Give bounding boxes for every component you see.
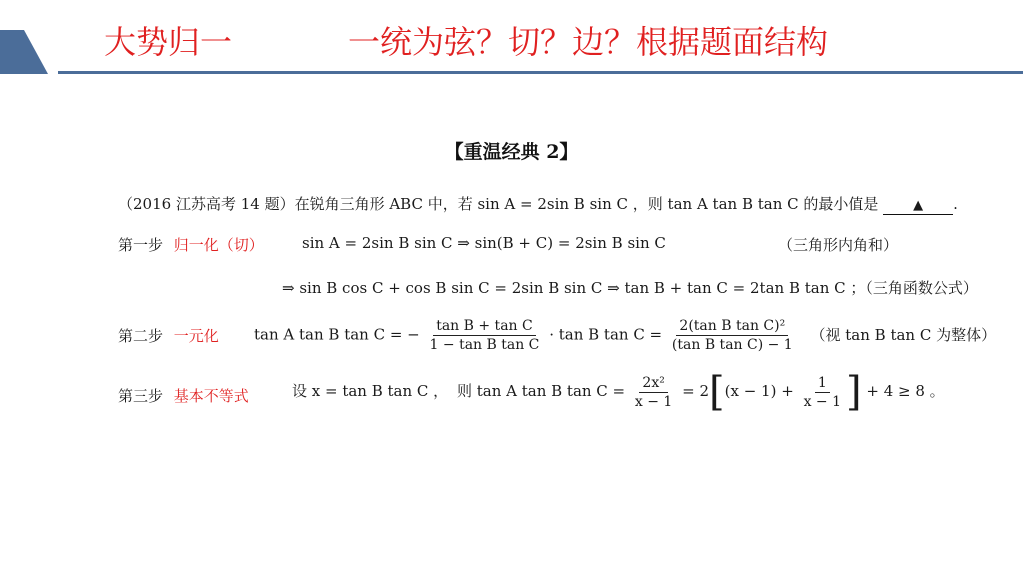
problem-statement	[118, 193, 958, 215]
step3-frac1-denominator: x − 1	[634, 393, 673, 410]
header-divider	[58, 71, 1023, 74]
step3-label: 第三步	[118, 387, 164, 405]
step3-then: 则 tan A tan B tan C =	[456, 382, 626, 400]
step2-row	[118, 317, 219, 355]
step3-equals-two: = 2	[682, 382, 710, 400]
step1-equation-2: ⇒ sin B cos C + cos B sin C = 2sin B sin C ⇒ tan B + tan C = 2tan B tan C ；（三角函数公式）	[282, 279, 978, 297]
problem-text: （2016 江苏高考 14 题）在锐角三角形 ABC 中，若 sin A = 2sin B sin C ，则 tan A tan B tan C 的最小值是	[118, 195, 879, 213]
header-title-right: 一统为弦？切？边？根据题面结构	[348, 23, 829, 61]
step3-frac1-numerator: 2x²	[639, 374, 667, 393]
problem-period: .	[953, 195, 958, 213]
header-title-left: 大势归一	[104, 23, 233, 61]
step3-bracket-close: ]	[846, 369, 862, 415]
step2-label: 第二步	[118, 327, 164, 345]
step2-lhs: tan A tan B tan C = −	[254, 325, 420, 344]
answer-blank: ▲	[883, 198, 953, 215]
step3-equation	[292, 369, 945, 415]
step2-frac1-numerator: tan B + tan C	[433, 317, 536, 336]
step2-equation	[254, 317, 996, 354]
corner-tab-decoration	[0, 30, 50, 76]
step2-middle: · tan B tan C =	[549, 325, 663, 344]
step2-note: （视 tan B tan C 为整体）	[810, 325, 997, 344]
step1-row	[118, 234, 264, 255]
step3-frac2-numerator: 1	[815, 374, 830, 393]
step3-inner: (x − 1) +	[724, 382, 794, 400]
step2-name: 一元化	[173, 327, 219, 345]
step3-fraction-1	[632, 374, 675, 411]
step3-row	[118, 385, 249, 406]
step2-frac2-numerator: 2(tan B tan C)²	[676, 317, 788, 336]
step2-frac1-denominator: 1 − tan B tan C	[429, 337, 540, 353]
step1-equation: sin A = 2sin B sin C ⇒ sin(B + C) = 2sin B sin C	[302, 234, 666, 252]
step2-fraction-1	[427, 317, 543, 354]
step2-frac2-denominator: (tan B tan C) − 1	[671, 337, 793, 353]
step3-tail: + 4 ≥ 8 。	[866, 382, 945, 400]
step1-label: 第一步	[118, 236, 164, 254]
section-title: 【重温经典 2】	[444, 141, 579, 163]
step3-name: 基本不等式	[173, 387, 249, 405]
step3-fraction-2	[801, 374, 844, 411]
step3-bracket-open: [	[709, 369, 725, 415]
step3-set: 设 x = tan B tan C ，	[292, 382, 449, 400]
step1-name: 归一化（切）	[173, 236, 264, 254]
step2-fraction-2	[669, 317, 796, 354]
step3-frac2-denominator: x − 1	[803, 393, 841, 410]
step1-note: （三角形内角和）	[778, 236, 899, 254]
